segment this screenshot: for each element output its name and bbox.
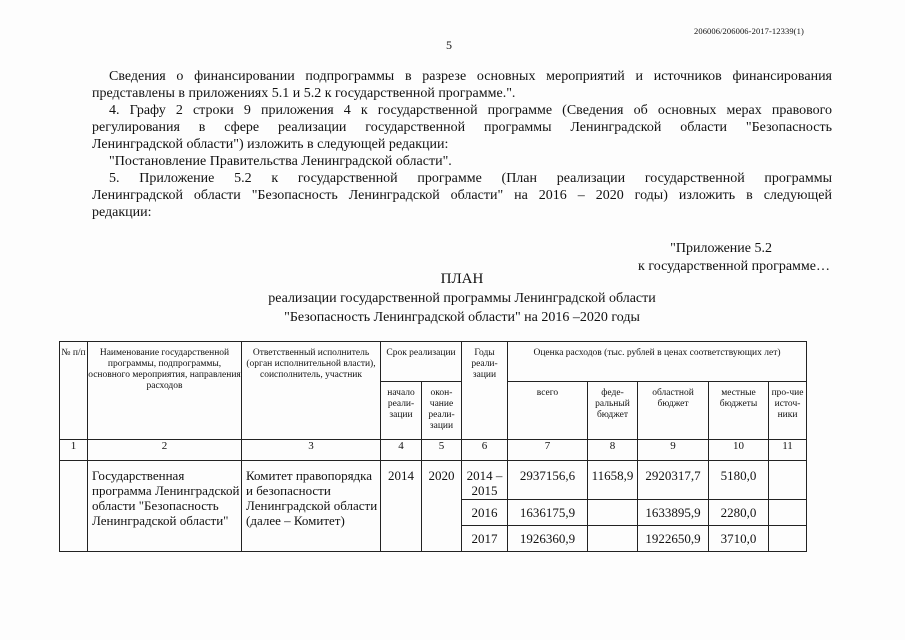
row-federal: 11658,9 <box>588 461 638 500</box>
column-number: 7 <box>508 440 588 461</box>
program-executor: Комитет правопорядка и безопасности Ленинградской области (далее – Комитет) <box>242 461 381 552</box>
plan-heading <box>92 270 832 327</box>
document-id: 206006/206006-2017-12339(1) <box>694 26 804 36</box>
row-other <box>769 461 807 500</box>
header-federal: феде-ральный бюджет <box>588 382 638 440</box>
row-total: 1926360,9 <box>508 526 588 552</box>
plan-subtitle-1: реализации государственной программы Ленинградской области <box>268 291 656 306</box>
paragraph-4-line-1: 5. Приложение 5.2 к государственной программе (План реализации государственной программы <box>109 171 832 186</box>
column-number: 3 <box>242 440 381 461</box>
header-costs: Оценка расходов (тыс. рублей в ценах соответствующих лет) <box>508 342 807 382</box>
row-year: 2017 <box>462 526 508 552</box>
column-number: 2 <box>88 440 242 461</box>
header-executor: Ответственный исполнитель (орган исполнительной власти), соисполнитель, участник <box>242 342 381 440</box>
row-federal <box>588 500 638 526</box>
header-num: № п/п <box>60 342 88 440</box>
program-name: Государственная программа Ленинградской области "Безопасность Ленинградской области" <box>88 461 242 552</box>
paragraph-3-line-1: "Постановление Правительства Ленинградской области". <box>109 154 452 169</box>
program-start: 2014 <box>381 461 422 552</box>
appendix-line-1: "Приложение 5.2 <box>670 241 772 256</box>
header-term: Срок реализации <box>381 342 462 382</box>
column-number: 1 <box>60 440 88 461</box>
paragraph-4-line-2: Ленинградской области "Безопасность Ленинградской области" на 2016 – 2020 годы) изложить в следующей <box>92 188 832 203</box>
column-number: 10 <box>709 440 769 461</box>
row-regional: 1633895,9 <box>638 500 709 526</box>
row-total: 1636175,9 <box>508 500 588 526</box>
plan-subtitle-2: "Безопасность Ленинградской области" на 2016 –2020 годы <box>284 310 640 325</box>
column-number: 9 <box>638 440 709 461</box>
table-row <box>60 461 807 500</box>
header-years: Годы реали-зации <box>462 342 508 440</box>
program-num-cell <box>60 461 88 552</box>
header-total: всего <box>508 382 588 440</box>
row-local: 3710,0 <box>709 526 769 552</box>
column-number: 5 <box>422 440 462 461</box>
header-term-end: окон-чание реали-зации <box>422 382 462 440</box>
column-number-row <box>60 440 807 461</box>
row-year: 2014 – 2015 <box>462 461 508 500</box>
program-end: 2020 <box>422 461 462 552</box>
header-name: Наименование государственной программы, подпрограммы, основного мероприятия, направления расходов <box>88 342 242 440</box>
plan-table <box>59 341 807 552</box>
column-number: 11 <box>769 440 807 461</box>
paragraph-1-line-1: Сведения о финансировании подпрограммы в разрезе основных мероприятий и источников финансирования <box>109 69 832 84</box>
header-regional: областной бюджет <box>638 382 709 440</box>
row-other <box>769 526 807 552</box>
paragraph-4-line-3: редакции: <box>92 205 152 220</box>
row-other <box>769 500 807 526</box>
row-regional: 1922650,9 <box>638 526 709 552</box>
row-total: 2937156,6 <box>508 461 588 500</box>
row-regional: 2920317,7 <box>638 461 709 500</box>
row-local: 2280,0 <box>709 500 769 526</box>
column-number: 6 <box>462 440 508 461</box>
header-local: местные бюджеты <box>709 382 769 440</box>
column-number: 4 <box>381 440 422 461</box>
plan-title: ПЛАН <box>440 271 484 287</box>
paragraph-2-line-3: Ленинградской области") изложить в следующей редакции: <box>92 137 449 152</box>
appendix-line-2: к государственной программе… <box>638 259 830 274</box>
paragraph-2-line-2: регулирования в сфере реализации государственной программы Ленинградской области "Безопасность <box>92 120 832 135</box>
header-term-start: начало реали-зации <box>381 382 422 440</box>
row-local: 5180,0 <box>709 461 769 500</box>
header-other: про-чие источ-ники <box>769 382 807 440</box>
paragraph-2-line-1: 4. Графу 2 строки 9 приложения 4 к государственной программе (Сведения об основных мерах правового <box>109 103 832 118</box>
row-year: 2016 <box>462 500 508 526</box>
page-number: 5 <box>446 38 452 52</box>
paragraph-1-line-2: представлены в приложениях 5.1 и 5.2 к государственной программе.". <box>92 86 516 101</box>
column-number: 8 <box>588 440 638 461</box>
document-body <box>92 68 832 221</box>
row-federal <box>588 526 638 552</box>
